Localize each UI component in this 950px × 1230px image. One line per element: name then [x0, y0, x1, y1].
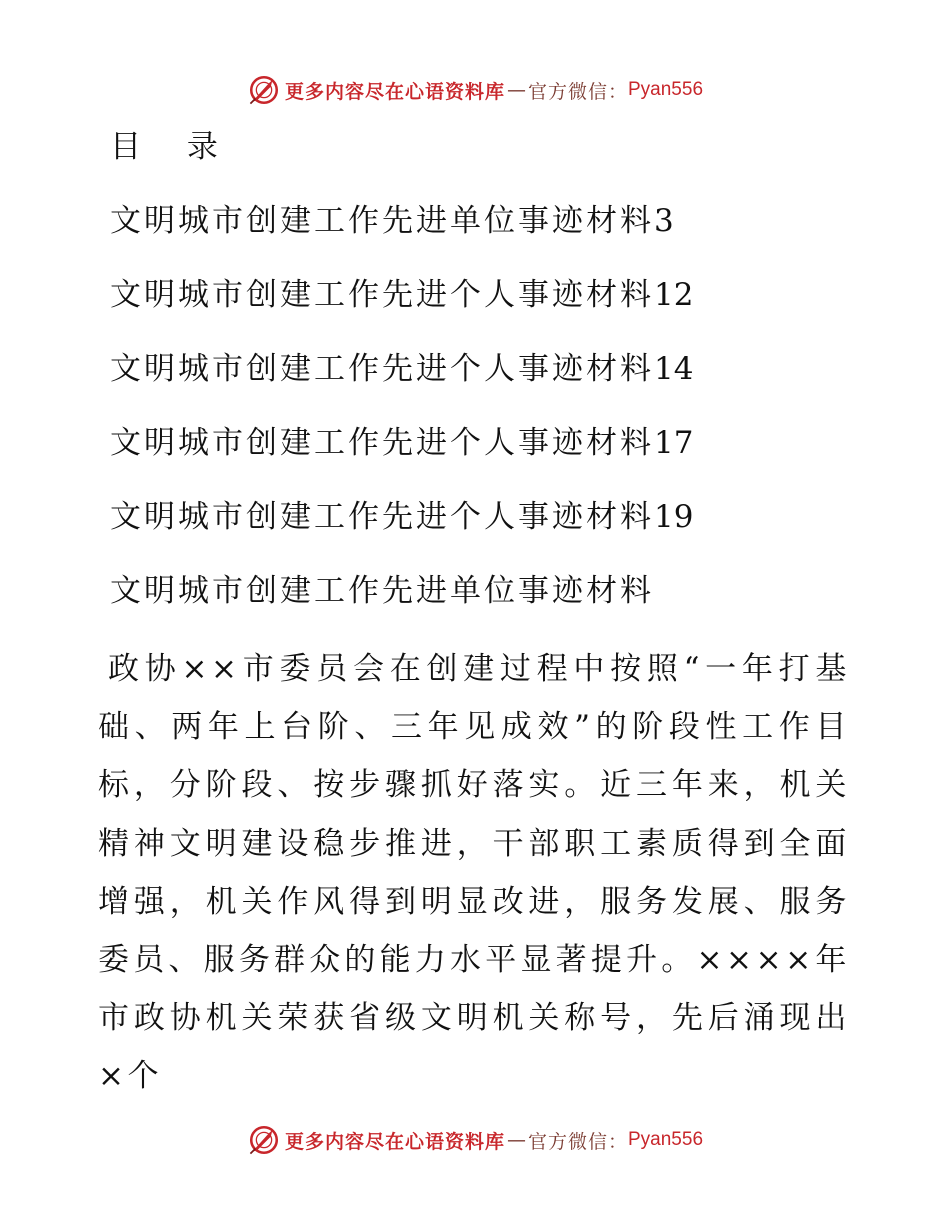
watermark-wechat-id: Pyan556: [628, 79, 704, 100]
watermark-brand: 更多内容尽在心语资料库: [284, 1130, 505, 1153]
watermark-separator: —: [506, 79, 526, 101]
footer-watermark: [0, 1120, 950, 1160]
toc-item[interactable]: [110, 492, 693, 542]
toc-item-page: 19: [654, 499, 694, 535]
toc-item-text: 文明城市创建工作先进个人事迹材料: [110, 425, 654, 461]
watermark-wechat-id: Pyan556: [628, 1129, 704, 1150]
toc-item[interactable]: [110, 344, 693, 394]
toc-item-text: 文明城市创建工作先进个人事迹材料: [110, 351, 654, 387]
toc-item-page: 3: [654, 203, 674, 239]
watermark-official: 官方微信：: [527, 80, 628, 103]
toc-item-text: 文明城市创建工作先进个人事迹材料: [110, 277, 654, 313]
quill-seal-icon: [247, 73, 281, 107]
toc-item-page: 12: [654, 277, 694, 313]
toc-item-page: 14: [654, 351, 694, 387]
quill-seal-icon: [247, 1123, 281, 1157]
toc-title: 目 录: [110, 129, 236, 165]
section-heading: 文明城市创建工作先进单位事迹材料: [110, 573, 654, 609]
watermark-brand: 更多内容尽在心语资料库: [284, 80, 505, 103]
toc-item[interactable]: [110, 270, 693, 320]
watermark-separator: —: [506, 1129, 526, 1151]
body-paragraph: 政协××市委员会在创建过程中按照“一年打基础、两年上台阶、三年见成效”的阶段性工作目标，分阶段、按步骤抓好落实。近三年来，机关精神文明建设稳步推进，干部职工素质得到全面增强，机关作风得到明显改进，服务发展、服务委员、服务群众的能力水平显著提升。××××年市政协机关荣获省级文明机关称号，先后涌现出×个: [98, 651, 850, 1095]
toc-item[interactable]: [110, 196, 693, 246]
toc-list: [110, 196, 693, 566]
toc-item-page: 17: [654, 425, 694, 461]
watermark-official: 官方微信：: [527, 1130, 628, 1153]
header-watermark: [0, 70, 950, 110]
toc-item-text: 文明城市创建工作先进个人事迹材料: [110, 499, 654, 535]
toc-item[interactable]: [110, 418, 693, 468]
toc-item-text: 文明城市创建工作先进单位事迹材料: [110, 203, 654, 239]
